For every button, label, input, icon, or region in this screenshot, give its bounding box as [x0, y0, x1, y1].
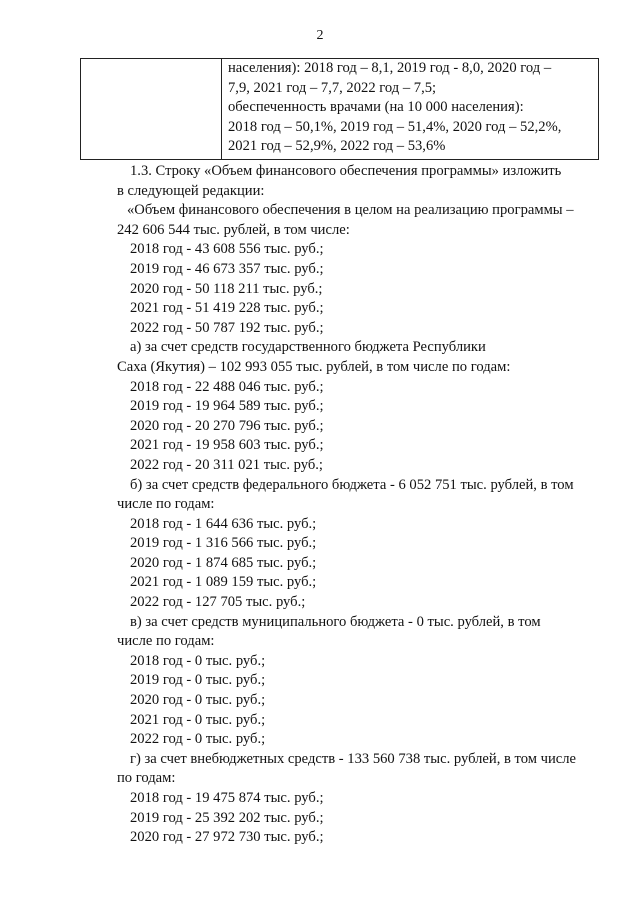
year-line: 2019 год - 25 392 202 тыс. руб.; [130, 809, 324, 826]
year-line: 2022 год - 0 тыс. руб.; [130, 731, 266, 748]
paragraph-line: г) за счет внебюджетных средств - 133 560 738 тыс. рублей, в том числе [130, 750, 577, 767]
year-line: 2021 год - 51 419 228 тыс. руб.; [130, 300, 324, 317]
year-line: 2019 год - 0 тыс. руб.; [130, 672, 266, 689]
page-number: 2 [316, 28, 324, 43]
paragraph-line: числе по годам: [117, 496, 215, 513]
year-line: 2018 год - 19 475 874 тыс. руб.; [130, 790, 324, 806]
paragraph-line: в) за счет средств муниципального бюджета - 0 тыс. рублей, в том [130, 613, 541, 630]
year-line: 2020 год - 27 972 730 тыс. руб.; [130, 829, 324, 846]
year-line: 2018 год - 0 тыс. руб.; [130, 652, 266, 669]
year-line: 2020 год - 0 тыс. руб.; [130, 692, 266, 709]
table-line: обеспеченность врачами (на 10 000 населения): [228, 99, 524, 116]
year-line: 2022 год - 50 787 192 тыс. руб.; [130, 319, 324, 336]
paragraph-line: числе по годам: [117, 633, 215, 650]
indicators-table [80, 58, 599, 160]
year-line: 2020 год - 50 118 211 тыс. руб.; [130, 280, 323, 297]
table-line: 2021 год – 52,9%, 2022 год – 53,6% [228, 138, 446, 155]
table-line: населения): 2018 год – 8,1, 2019 год - 8,0, 2020 год – [228, 60, 552, 76]
paragraph-line: в следующей редакции: [117, 182, 265, 199]
paragraph-line: б) за счет средств федерального бюджета - 6 052 751 тыс. рублей, в том [130, 476, 574, 493]
paragraph-line: 242 606 544 тыс. рублей, в том числе: [117, 221, 350, 238]
table-line: 2018 год – 50,1%, 2019 год – 51,4%, 2020 год – 52,2%, [228, 118, 562, 135]
year-line: 2020 год - 1 874 685 тыс. руб.; [130, 554, 317, 571]
year-line: 2019 год - 19 964 589 тыс. руб.; [130, 398, 324, 415]
table-cell-empty [81, 59, 222, 160]
year-line: 2019 год - 46 673 357 тыс. руб.; [130, 260, 324, 277]
table-row [81, 59, 599, 160]
table-line: 7,9, 2021 год – 7,7, 2022 год – 7,5; [228, 79, 437, 96]
year-line: 2019 год - 1 316 566 тыс. руб.; [130, 535, 317, 552]
year-line: 2018 год - 22 488 046 тыс. руб.; [130, 378, 324, 395]
paragraph-line: по годам: [117, 770, 176, 787]
year-line: 2021 год - 1 089 159 тыс. руб.; [130, 574, 317, 591]
year-line: 2021 год - 19 958 603 тыс. руб.; [130, 437, 324, 454]
paragraph-line: а) за счет средств государственного бюджета Республики [130, 339, 486, 356]
paragraph-line: «Объем финансового обеспечения в целом на реализацию программы – [127, 202, 574, 219]
paragraph-line: Саха (Якутия) – 102 993 055 тыс. рублей, в том числе по годам: [117, 358, 511, 375]
year-line: 2022 год - 20 311 021 тыс. руб.; [130, 456, 323, 473]
year-line: 2020 год - 20 270 796 тыс. руб.; [130, 417, 324, 434]
year-line: 2021 год - 0 тыс. руб.; [130, 711, 266, 728]
year-line: 2022 год - 127 705 тыс. руб.; [130, 594, 306, 611]
table-cell-indicators [222, 59, 599, 160]
paragraph-line: 1.3. Строку «Объем финансового обеспечения программы» изложить [130, 163, 562, 179]
document-body [117, 162, 597, 848]
year-line: 2018 год - 1 644 636 тыс. руб.; [130, 515, 317, 532]
year-line: 2018 год - 43 608 556 тыс. руб.; [130, 241, 324, 258]
